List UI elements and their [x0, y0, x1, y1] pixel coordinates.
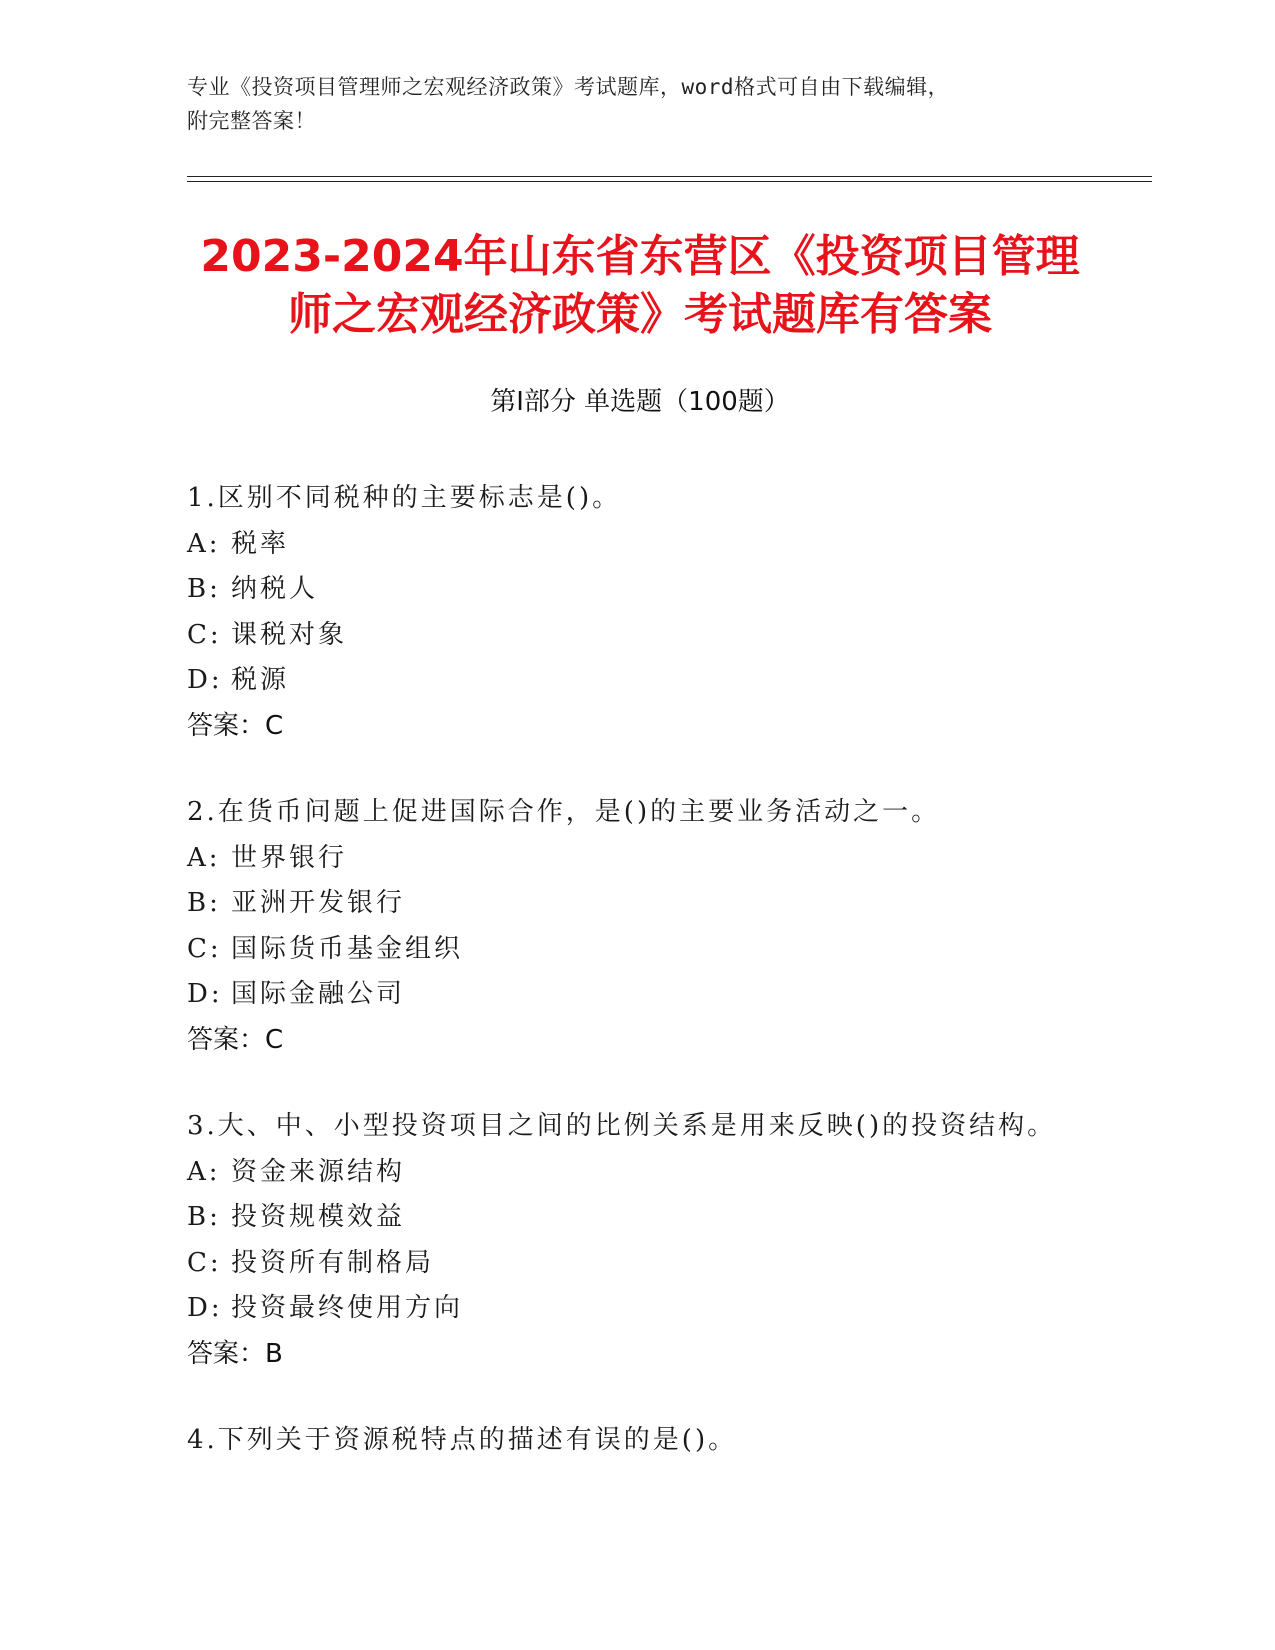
- option-letter: D:: [187, 665, 223, 695]
- answer-value: B: [265, 1338, 283, 1369]
- answer-value: C: [265, 1024, 284, 1055]
- option-text: 世界银行: [231, 842, 348, 873]
- option-text: 投资规模效益: [231, 1202, 406, 1232]
- option-c: [187, 1241, 1147, 1287]
- option-letter: A:: [187, 842, 221, 873]
- answer-label: 答案：: [187, 710, 266, 741]
- header-divider-top: [187, 176, 1152, 177]
- option-b: [187, 567, 1147, 613]
- header-note-line-1: 专业《投资项目管理师之宏观经济政策》考试题库，word格式可自由下载编辑，: [187, 75, 950, 99]
- section-title: 第I部分 单选题（100题）: [490, 387, 790, 417]
- question-stem: 4.下列关于资源税特点的描述有误的是()。: [187, 1425, 738, 1455]
- option-letter: B:: [187, 888, 221, 918]
- option-a: [187, 522, 1147, 568]
- option-d: [187, 972, 1147, 1018]
- option-c: [187, 927, 1147, 973]
- option-text: 国际金融公司: [231, 979, 406, 1009]
- document-title-line-2: 师之宏观经济政策》考试题库有答案: [288, 289, 992, 340]
- header-note: [187, 70, 1087, 138]
- question-list: [187, 476, 1147, 1505]
- answer-line: [187, 704, 1147, 750]
- header-note-line-2: 附完整答案！: [187, 109, 316, 133]
- option-letter: D:: [187, 1293, 223, 1323]
- question-1: [187, 476, 1147, 749]
- question-2: [187, 790, 1147, 1063]
- option-text: 投资最终使用方向: [231, 1293, 464, 1323]
- option-letter: A:: [187, 1156, 221, 1187]
- question-stem: 1.区别不同税种的主要标志是()。: [187, 483, 622, 513]
- answer-label: 答案：: [187, 1024, 266, 1055]
- option-letter: C:: [187, 1247, 222, 1278]
- answer-value: C: [265, 710, 284, 741]
- option-text: 税率: [231, 528, 290, 559]
- option-c: [187, 613, 1147, 659]
- option-d: [187, 1286, 1147, 1332]
- option-text: 资金来源结构: [231, 1156, 406, 1187]
- option-a: [187, 836, 1147, 882]
- option-text: 投资所有制格局: [231, 1247, 435, 1278]
- option-b: [187, 881, 1147, 927]
- question-stem: 2.在货币问题上促进国际合作，是()的主要业务活动之一。: [187, 797, 941, 827]
- option-text: 税源: [231, 665, 290, 695]
- option-letter: B:: [187, 1202, 221, 1232]
- option-letter: A:: [187, 528, 221, 559]
- option-d: [187, 658, 1147, 704]
- option-letter: C:: [187, 933, 222, 964]
- option-letter: C:: [187, 619, 222, 650]
- question-stem: 3.大、中、小型投资项目之间的比例关系是用来反映()的投资结构。: [187, 1111, 1057, 1141]
- option-letter: B:: [187, 574, 221, 604]
- option-text: 国际货币基金组织: [231, 933, 464, 964]
- option-letter: D:: [187, 979, 223, 1009]
- option-text: 课税对象: [231, 619, 348, 650]
- option-text: 亚洲开发银行: [231, 888, 406, 918]
- header-divider-bottom: [187, 181, 1152, 182]
- answer-line: [187, 1332, 1147, 1378]
- option-a: [187, 1150, 1147, 1196]
- document-title-line-1: 2023-2024年山东省东营区《投资项目管理: [200, 231, 1080, 282]
- answer-line: [187, 1018, 1147, 1064]
- answer-label: 答案：: [187, 1338, 266, 1369]
- option-text: 纳税人: [231, 574, 319, 604]
- question-4: [187, 1418, 1147, 1464]
- question-3: [187, 1104, 1147, 1377]
- option-b: [187, 1195, 1147, 1241]
- document-title: [120, 228, 1160, 344]
